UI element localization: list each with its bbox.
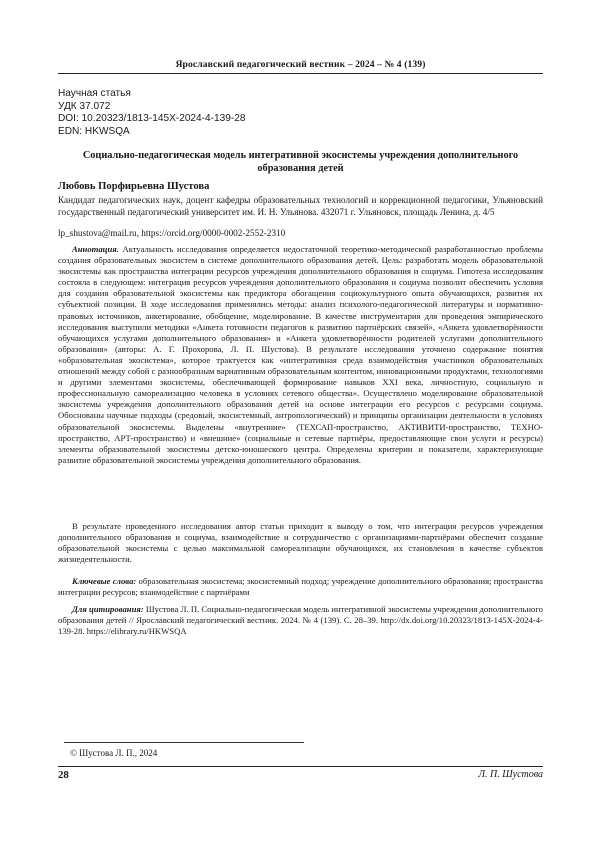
author-affiliation: Кандидат педагогических наук, доцент кафедры образовательных технологий и коррекционной педагогики, Ульяновский государственный педагогический университет им. И. Н. Ульянова. 432071 г. Ульяновск, площадь Ленина, д. 4/5 (58, 195, 543, 217)
keywords-label: Ключевые слова: (72, 576, 137, 586)
edn: EDN: HKWSQA (58, 125, 130, 137)
header-divider (58, 73, 543, 74)
footer-divider (58, 766, 543, 767)
footer-author: Л. П. Шустова (478, 769, 543, 780)
journal-running-header: Ярославский педагогический вестник – 2024 – № 4 (139) (175, 59, 426, 70)
abstract-conclusion (58, 521, 543, 565)
author-name: Любовь Порфирьевна Шустова (58, 181, 210, 192)
article-title: Социально-педагогическая модель интегративной экосистемы учреждения дополнительного образования детей (82, 150, 519, 174)
citation-label: Для цитирования: (72, 604, 144, 614)
article-type: Научная статья (58, 88, 131, 99)
udk-code: УДК 37.072 (58, 100, 111, 112)
abstract-label: Аннотация. (72, 244, 119, 254)
abstract-conclusion-text: В результате проведенного исследования автор статьи приходит к выводу о том, что интеграция ресурсов учреждения дополнительного образования и социума, взаимодействие и сотрудничество с организациями-партнёрами обеспечит создание образовательной экосистемы с целью максимальной самореализации обучающихся, их становления в качестве субъектов жизнедеятельности. (58, 521, 543, 565)
abstract-text: Актуальность исследования определяется недостаточной теоретико-методической разработанностью проблемы создания образовательных экосистем в системе дополнительного образования детей. Цель: разработать модель образовательной экосистемы как пространства интеграции ресурсов учреждения дополнительного образования и социума. Гипотеза исследования состояла в следующем: интеграция ресурсов учреждения дополнительного образования и социума позволит обеспечить условия для создания образовательной экосистемы как предиктора обогащения социокультурного опыта обучающихся, развития их субъектной позиции. В ходе исследования применялись методы: анализ психолого-педагогической литературы и нормативно-правовых источников, анкетирование, обобщение, моделирование. В качестве инструментария для проведения эмпирического исследования выступили методики «Анкета готовности педагогов к развитию партнёрских связей», «Анкета удовлетворённости обучающихся услугами дополнительного образования» и «Анкета удовлетворённости родителей услугами дополнительного образования» (авторы: А. Г. Прохорова, Л. П. Шустова). В результате исследования уточнено содержание понятия «образовательная экосистема», которое трактуется как «интегративная среда взаимодействия участников образовательных отношений между собой с разнообразным вариативным образовательным контентом, инновационными продуктами, технологиями и другими элементами экосистемы, обеспечивающей формирование навыков XXI века, личностную, социальную и профессиональную самореализацию человека в условиях сетевого общества». Осуществлено моделирование образовательной экосистемы учреждения дополнительного образования детей на основе интеграции его ресурсов с ресурсами социума. Обоснованы научные подходы (средовый, экосистемный, антропологический) и принципы организации деятельности в условиях образовательной экосистемы. Выделены «внутренние» (ТЕХСАП-пространство, АКТИВИТИ-пространство, ТЕХНО-пространство, АРТ-пространство) и «внешние» (социальные и сетевые партнёры, предоставляющие свои услуги и ресурсы) элементы образовательной экосистемы детско-юношеского центра. Определены критерии и показатели, характеризующие развитие образовательной экосистемы учреждения дополнительного образования. (58, 244, 543, 465)
abstract (58, 244, 543, 466)
citation (58, 604, 543, 637)
footnote-divider (64, 742, 304, 743)
keywords (58, 576, 543, 598)
copyright-note: © Шустова Л. П., 2024 (70, 748, 158, 758)
article-meta-block (58, 88, 543, 138)
doi: DOI: 10.20323/1813-145X-2024-4-139-28 (58, 113, 246, 125)
author-contact: lp_shustova@mail.ru, https://orcid.org/0000-0002-2552-2310 (58, 228, 286, 238)
page-number: 28 (58, 769, 69, 781)
citation-text: Шустова Л. П. Социально-педагогическая модель интегративной экосистемы учреждения дополнительного образования детей // Ярославский педагогический вестник. 2024. № 4 (139). С. 28–39. http://dx.doi.org/10.20323/1813-145X-2024-4-139-28. https://elibrary.ru/HKWSQA (58, 604, 543, 637)
keywords-text: образовательная экосистема; экосистемный подход; учреждение дополнительного образования; пространства интеграции ресурсов; взаимодействие с партнёрами (58, 576, 543, 598)
